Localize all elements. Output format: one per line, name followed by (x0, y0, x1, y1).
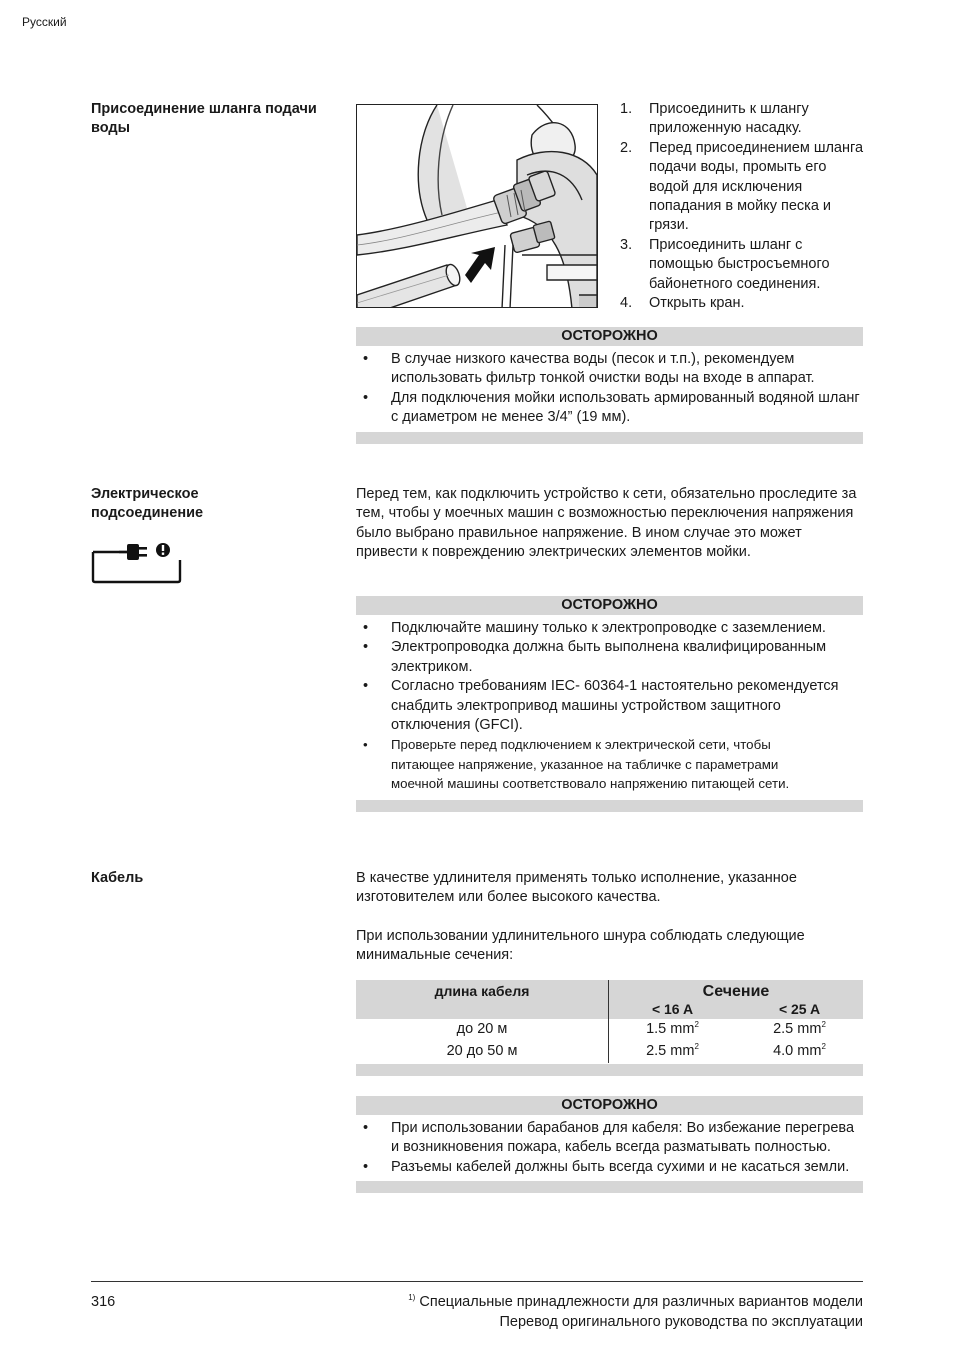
col-header-section: Сечение (702, 983, 770, 1000)
warning-item: • Разъемы кабелей должны быть всегда сухими и не касаться земли. (363, 1158, 850, 1175)
section-heading-water-hose: Присоединение шланга подачи воды (91, 101, 317, 137)
page-number: 316 (91, 1294, 116, 1310)
section-heading-cable: Кабель (91, 870, 144, 886)
table-header (356, 980, 863, 1019)
table-body (356, 1019, 863, 1064)
warning-item: • В случае низкого качества воды (песок и т.п.), рекомендуем использовать фильтр тонкой очистки воды на входе в аппарат. (363, 351, 815, 387)
hose-connection-illustration (356, 104, 598, 308)
warning-box-electrical (356, 596, 863, 812)
footnote-text: Специальные принадлежности для различных вариантов модели (419, 1294, 863, 1310)
warning-end-bar (356, 432, 863, 444)
step-text: Присоединить шланг с помощью быстросъемного байонетного соединения. (649, 236, 830, 292)
warning-item: • Проверьте перед подключением к электрической сети, чтобы питающее напряжение, указанное на табличке с параметрами моечной машины соответствовало напряжению питающей сети. (363, 737, 790, 792)
connection-steps-list (620, 100, 870, 313)
cable-text-2: При использовании удлинительного шнура соблюдать следующие минимальные сечения: (356, 928, 805, 964)
warning-list (356, 1119, 863, 1177)
step-number: 2. (620, 139, 633, 156)
warning-item: • Для подключения мойки использовать армированный водяной шланг с диаметром не менее 3/4” (19 мм). (363, 389, 860, 426)
step-item (620, 139, 870, 236)
plug-warning-icon (91, 540, 183, 584)
document-subtitle: Перевод оригинального руководства по эксплуатации (499, 1314, 863, 1330)
table-cell-length: 20 до 50 м (446, 1043, 518, 1059)
warning-text: Электропроводка должна быть выполнена квалифицированным электриком. (391, 639, 827, 675)
table-cell-16a: 1.5 $mm^2$ (646, 1020, 699, 1037)
step-text: Перед присоединением шланга подачи воды, промыть его водой для исключения попадания в мойку песка и грязи. (649, 139, 864, 234)
step-item (620, 294, 870, 313)
step-number: 1. (620, 101, 633, 117)
warning-end-bar (356, 1181, 863, 1193)
warning-text: При использовании барабанов для кабеля: Во избежание перегрева и возникновения пожара, кабель всегда разматывать полностью. (391, 1120, 855, 1156)
section-heading-electrical: Электрическое подсоединение (91, 486, 204, 522)
warning-list (356, 350, 863, 428)
table-cell-25a: 4.0 $mm^2$ (773, 1042, 826, 1059)
warning-item: • Подключайте машину только к электропроводке с заземлением. (363, 620, 826, 636)
table-end-bar (356, 1064, 863, 1076)
cable-section-table (356, 980, 863, 1076)
col-header-16a: < 16 A (651, 1001, 694, 1017)
warning-text: Подключайте машину только к электропроводке с заземлением. (391, 620, 826, 636)
col-header-25a: < 25 A (778, 1001, 821, 1017)
table-cell-16a: 2.5 $mm^2$ (646, 1042, 699, 1059)
warning-text: Проверьте перед подключением к электрической сети, чтобы питающее напряжение, указанное на табличке с параметрами моечной машины соответствовало напряжению питающей сети. (391, 737, 790, 792)
footnote (408, 1293, 863, 1312)
warning-text: В случае низкого качества воды (песок и т.п.), рекомендуем использовать фильтр тонкой очистки воды на входе в аппарат. (391, 351, 815, 387)
warning-item: • Согласно требованиям IEC- 60364-1 настоятельно рекомендуется снабдить электропривод машины устройством защитного отключения (GFCI). (363, 678, 839, 734)
step-item (620, 100, 870, 139)
electrical-intro-text: Перед тем, как подключить устройство к сети, обязательно проследите за тем, чтобы у моечных машин с возможностью переключения напряжения было выбрано правильное напряжение. В ином случае это может привести к повреждению электрических элементов мойки. (356, 486, 857, 561)
step-text: Присоединить к шлангу приложенную насадку. (649, 101, 809, 137)
cable-text-1: В качестве удлинителя применять только исполнение, указанное изготовителем или более высокого качества. (356, 870, 797, 906)
warning-text: Разъемы кабелей должны быть всегда сухими и не касаться земли. (391, 1158, 850, 1175)
warning-box-cable (356, 1096, 863, 1193)
step-item (620, 236, 870, 294)
warning-box-water (356, 327, 863, 444)
step-text: Открыть кран. (649, 295, 745, 312)
col-header-length: длина кабеля (434, 983, 530, 999)
page-language: Русский (22, 15, 67, 29)
warning-item: • Электропроводка должна быть выполнена квалифицированным электриком. (363, 639, 827, 675)
step-number: 3. (620, 236, 633, 253)
footnote-mark: 1) (408, 1293, 416, 1303)
warning-item: • При использовании барабанов для кабеля: Во избежание перегрева и возникновения пожара, кабель всегда разматывать полностью. (363, 1120, 855, 1156)
step-number: 4. (620, 295, 633, 312)
warning-title: ОСТОРОЖНО (356, 596, 863, 615)
warning-title: ОСТОРОЖНО (356, 327, 863, 346)
warning-text: Для подключения мойки использовать армированный водяной шланг с диаметром не менее 3/4” (19 мм). (391, 389, 860, 426)
warning-end-bar (356, 800, 863, 812)
footer-divider (91, 1281, 863, 1282)
table-cell-25a: 2.5 $mm^2$ (773, 1020, 826, 1037)
warning-title: ОСТОРОЖНО (356, 1096, 863, 1115)
table-cell-length: до 20 м (456, 1021, 508, 1037)
warning-list (356, 619, 863, 794)
warning-text: Согласно требованиям IEC- 60364-1 настоятельно рекомендуется снабдить электропривод машины устройством защитного отключения (GFCI). (391, 678, 839, 734)
